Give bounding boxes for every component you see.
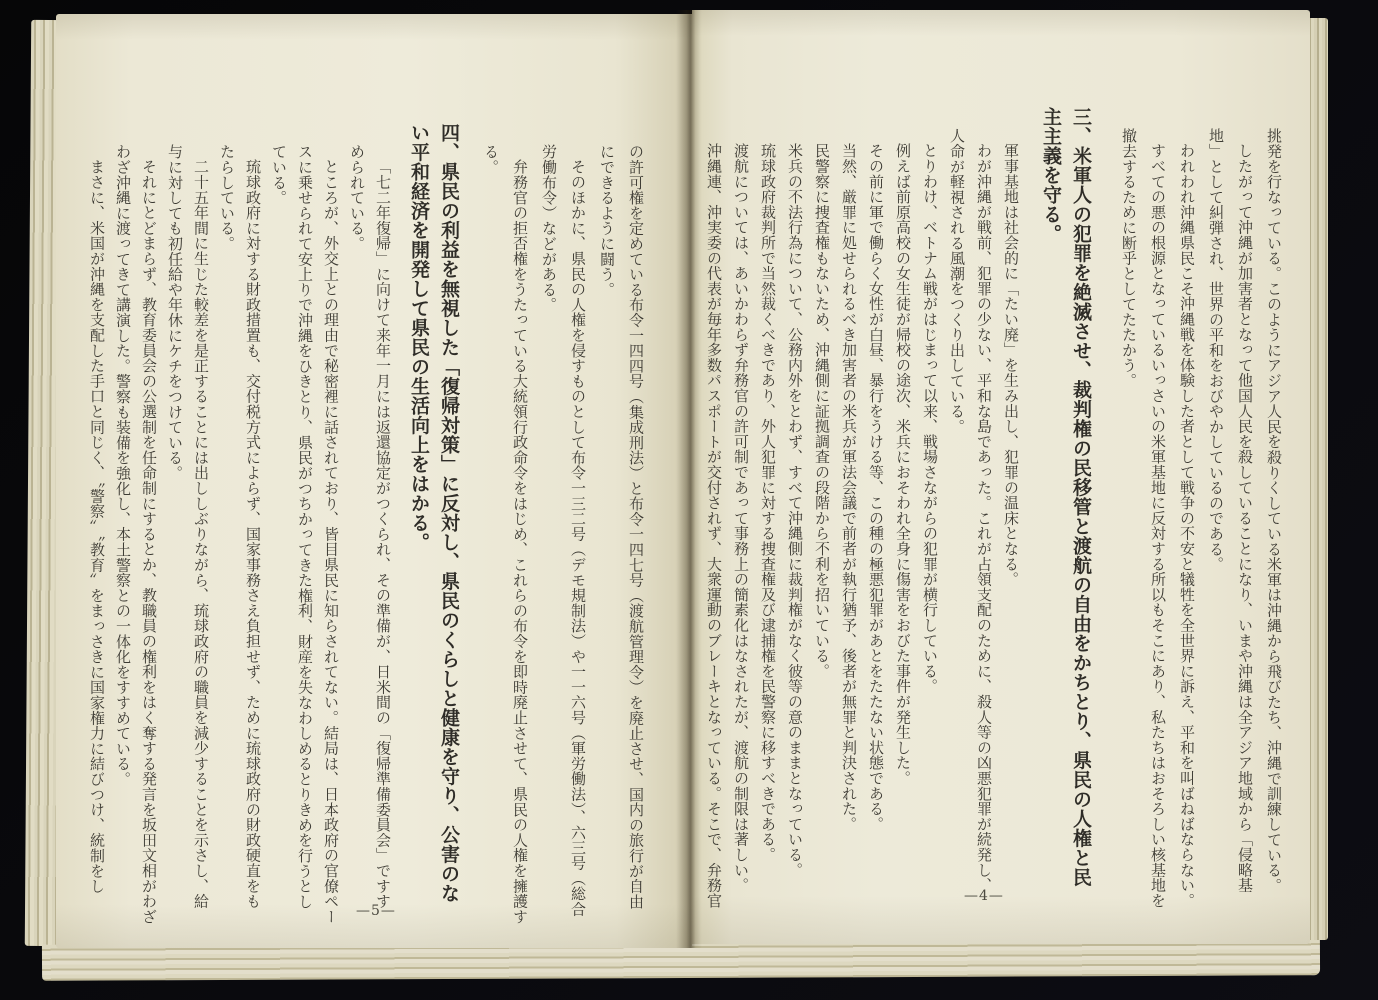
text-column: 挑発を行なっている。このようにアジア人民を殺りくしている米軍は沖縄から飛びたち、沖縄で訓練している。	[1265, 128, 1283, 893]
page-number-5: —5—	[356, 903, 396, 919]
text-column: 与に対しても初任給や年休にケチをつけている。	[166, 144, 184, 481]
page-4	[692, 10, 1310, 944]
text-column: ところが、外交上との理由で秘密裡に話されており、皆目県民に知らされてない。結局は、日本政府の官僚ペー	[322, 159, 340, 924]
text-column: 当然、厳罪に処せられるべき加害者の米兵が軍法会議で前者が執行猶予、後者が無罪と判決された。	[840, 143, 858, 832]
page-4-body-section	[700, 128, 1024, 908]
text-column: われわれ沖縄県民こそ沖縄戦を体験した者として戦争の不安と犠牲を全世界に訴え、平和を叫ばねばならない。	[1178, 143, 1196, 908]
text-column: したがって沖縄が加害者となって他国人民を殺していることになり、いまや沖縄は全アジア地域から「侵略基	[1236, 143, 1254, 893]
text-column: スに乗せられて安上りで沖縄をひきとり、県民がつちかってきた権利、財産を失なわしめるとりきめを行うとし	[296, 144, 314, 909]
section-heading-4-line-1: 四、県民の利益を無視した「復帰対策」に反対し、県民のくらしと健康を守り、公害のな	[438, 123, 460, 903]
text-column: る。	[482, 144, 500, 175]
text-column: すべての悪の根源となっているいっさいの米軍基地に反対する所以もそこにあり、私たちはおそろしい核基地を	[1149, 143, 1167, 908]
page-5-continuation-section	[476, 144, 650, 924]
text-column: それにとどまらず、教育委員会の公選制を任命制にするとか、教職員の権利をはく奪する発言を坂田文相がわざ	[140, 159, 158, 924]
section-heading-3-line-1: 三、米軍人の犯罪を絶滅させ、裁判権の民移管と渡航の自由をかちとり、県民の人権と民	[1070, 107, 1092, 887]
section-heading-3-line-2: 主主義を守る。	[1040, 107, 1062, 244]
text-column: とりわけ、ベトナム戦がはじまって以来、戦場さながらの犯罪が横行している。	[921, 143, 939, 694]
text-column: まさに、米国が沖縄を支配した手口と同じく、〝警察〟〝教育〟をまっさきに国家権力に結びつけ、統制をし	[88, 159, 106, 894]
text-column: ている。	[270, 144, 288, 206]
text-column: 沖縄連、沖実委の代表が毎年多数パスポートが交付されず、大衆運動のブレーキとなっている。そこで、弁務官	[705, 143, 723, 908]
page-5-text-area	[84, 123, 650, 924]
section-heading-4-line-2: い平和経済を開発して県民の生活向上をはかる。	[408, 123, 430, 552]
text-column: 地」として糾弾され、世界の平和をおびやかしているのである。	[1207, 128, 1225, 572]
section-heading-4	[404, 123, 464, 916]
text-column: 人命が軽視される風潮をつくり出している。	[948, 128, 966, 434]
page-4-text-area	[700, 107, 1288, 908]
text-column: 例えば前原高校の女生徒が帰校の途次、米兵におそわれ全身に傷害をおびた事件が発生した。	[894, 143, 912, 786]
text-column: 軍事基地は社会的に「たい廃」を生み出し、犯罪の温床となる。	[1002, 143, 1020, 587]
text-column: わが沖縄が戦前、犯罪の少ない、平和な島であった。これが占領支配のために、殺人等の凶悪犯罪が続発し、	[975, 143, 993, 893]
text-column: たらしている。	[218, 144, 236, 252]
section-heading-3	[1036, 107, 1096, 900]
page-number-4: —4—	[964, 888, 1004, 904]
text-column: 米兵の不法行為について、公務内外をとわず、すべて沖縄側に裁判権がなく彼等の意のままとなっている。	[786, 143, 804, 878]
text-column: 撤去するために断乎としてたたかう。	[1120, 128, 1138, 389]
page-4-continuation-section	[1114, 128, 1288, 908]
text-column: 弁務官の拒否権をうたっている大統領行政命令をはじめ、これらの布令を即時廃止させて、県民の人権を擁護す	[511, 159, 529, 924]
text-column: その前に軍で働らく女性が白昼、暴行をうける等、この種の極悪犯罪があとをたたない状態である。	[867, 143, 885, 832]
page-5-body-section	[84, 144, 396, 924]
text-column: 二十五年間に生じた較差を是正することには出ししぶりながら、琉球政府の職員を減少することを示さし、給	[192, 159, 210, 909]
text-column: 民警察に捜査権もないため、沖縄側に証拠調査の段階から不利を招いている。	[813, 143, 831, 679]
text-column: 琉球政府に対する財政措置も、交付税方式によらず、国家事務さえ負担せず、ために琉球政府の財政硬直をも	[244, 159, 262, 909]
text-column: わざ沖縄に渡ってきて講演した。警察も装備を強化し、本土警察との一体化をすすめている。	[114, 144, 132, 787]
text-column: 渡航については、あいかわらず弁務官の許可制であって事務上の簡素化はなされたが、渡航の制限は著しい。	[732, 143, 750, 893]
text-column: の許可権を定めている布令一四四号（集成刑法）と布令一四七号（渡航管理令）を廃止させ、国内の旅行が自由	[627, 144, 645, 909]
text-column: められている。	[348, 144, 366, 252]
text-column: 「七二年復帰」に向けて来年一月には返還協定がつくられ、その準備が、日米間の「復帰準備委員会」ですす	[374, 159, 392, 909]
page-5	[56, 14, 692, 948]
text-column: にできるように闘う。	[598, 144, 616, 297]
text-column: 労働布令）などがある。	[540, 144, 558, 313]
text-column: そのほかに、県民の人権を侵すものとして布令一三二号（デモ規制法）や一一六号（軍労働法）、六三号（総合	[569, 159, 587, 917]
text-column: 琉球政府裁判所で当然裁くべきであり、外人犯罪に対する捜査権及び逮捕権を民警察に移すべきである。	[759, 143, 777, 863]
